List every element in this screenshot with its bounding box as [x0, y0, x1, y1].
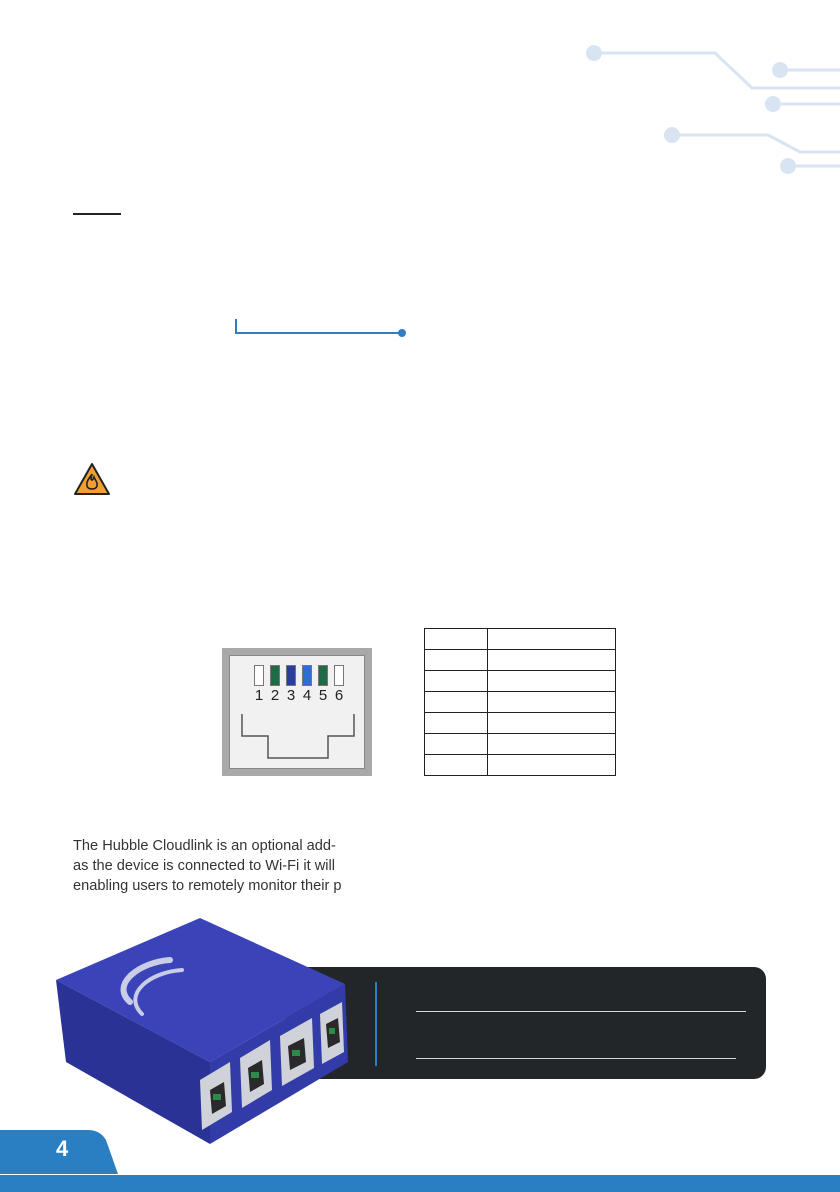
- pin-label: 5: [318, 687, 328, 704]
- hubble-device-illustration: [50, 912, 370, 1152]
- table-row: [425, 671, 616, 692]
- panel-rule: [416, 1011, 746, 1012]
- cloudlink-paragraph: [73, 836, 365, 896]
- pin-label: 4: [302, 687, 312, 704]
- panel-divider: [375, 982, 377, 1066]
- table-row: [425, 650, 616, 671]
- pin-label: 1: [254, 687, 264, 704]
- pin-label: 3: [286, 687, 296, 704]
- rj-connector-diagram: [222, 648, 372, 776]
- panel-rule: [416, 1058, 736, 1059]
- table-row: [425, 629, 616, 650]
- pin-label: 2: [270, 687, 280, 704]
- paragraph-line: The Hubble Cloudlink is an optional add-: [73, 838, 336, 854]
- heading-underline: [73, 213, 121, 215]
- pin-label: 6: [334, 687, 344, 704]
- paragraph-line: as the device is connected to Wi-Fi it will: [73, 858, 335, 874]
- table-row: [425, 692, 616, 713]
- footer-bar: [0, 1175, 840, 1192]
- table-row: [425, 713, 616, 734]
- page-number: 4: [56, 1136, 69, 1161]
- circuit-decoration: [0, 0, 840, 350]
- jack-outline: [230, 656, 366, 770]
- pinout-table: [424, 628, 616, 776]
- table-row: [425, 755, 616, 776]
- fire-warning-icon: [73, 462, 111, 496]
- section-connector: [234, 318, 409, 338]
- paragraph-line: enabling users to remotely monitor their p: [73, 878, 342, 894]
- table-row: [425, 734, 616, 755]
